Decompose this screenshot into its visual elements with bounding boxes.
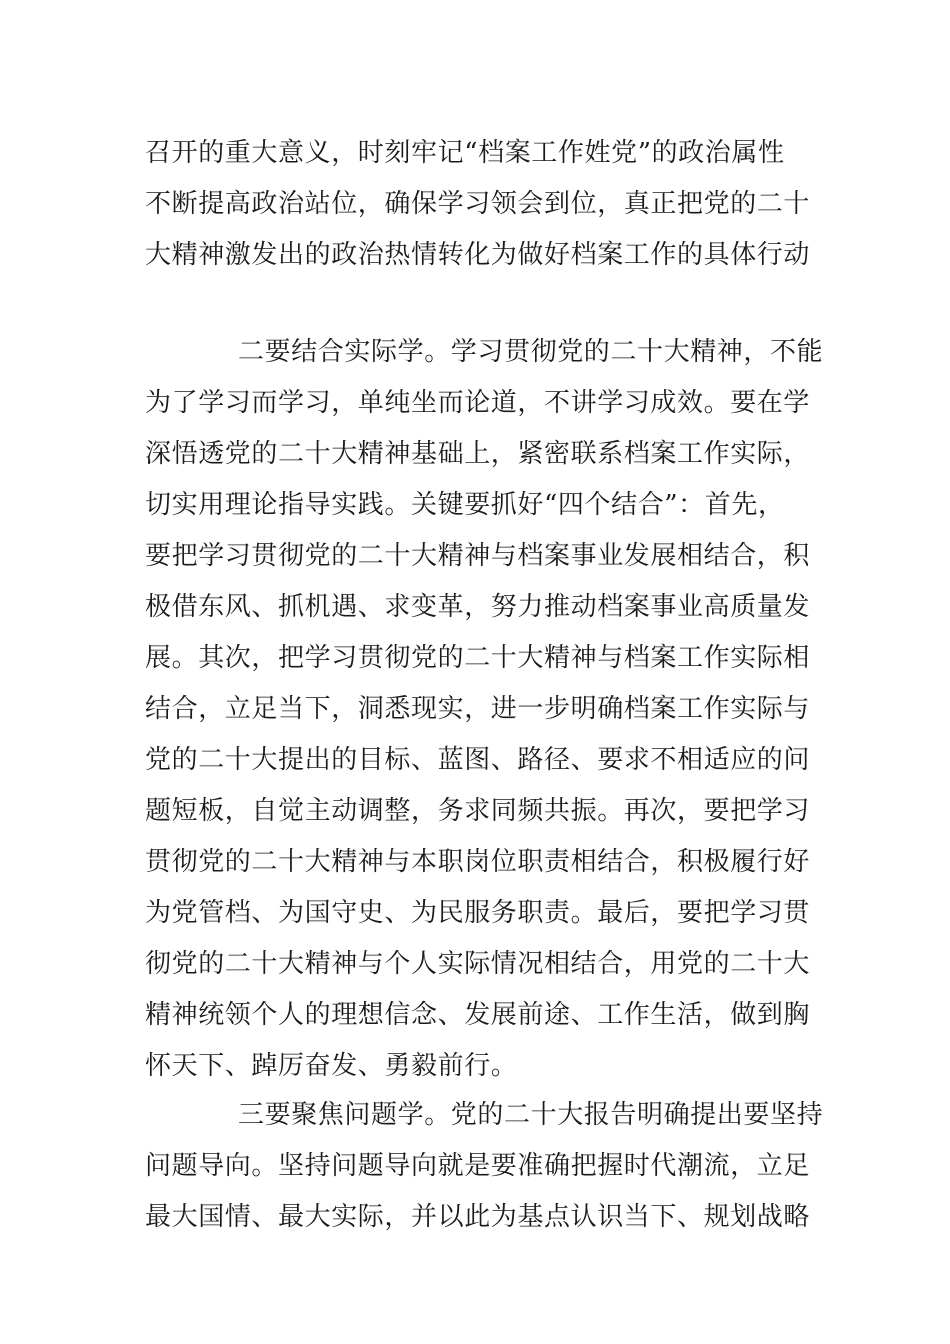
paragraph-start: 三要聚焦问题学。党的二十大报告明确提出要坚持: [238, 1100, 824, 1130]
text-line: 彻党的二十大精神与个人实际情况相结合，用党的二十大: [145, 949, 811, 979]
text-line: 召开的重大意义，时刻牢记“档案工作姓党”的政治属性: [145, 138, 785, 168]
text-line: 精神统领个人的理想信念、发展前途、工作生活，做到胸: [145, 1000, 811, 1030]
text-line: 最大国情、最大实际，并以此为基点认识当下、规划战略: [145, 1202, 811, 1232]
text-line: 怀天下、踔厉奋发、勇毅前行。: [145, 1051, 518, 1081]
text-line: 党的二十大提出的目标、蓝图、路径、要求不相适应的问: [145, 745, 811, 775]
text-line: 展。其次，把学习贯彻党的二十大精神与档案工作实际相: [145, 643, 811, 673]
text-line: 极借东风、抓机遇、求变革，努力推动档案事业高质量发: [145, 592, 811, 622]
text-line: 切实用理论指导实践。关键要抓好“四个结合”：首先，: [145, 490, 785, 520]
text-line: 要把学习贯彻党的二十大精神与档案事业发展相结合，积: [145, 541, 811, 571]
text-line: 为了学习而学习，单纯坐而论道，不讲学习成效。要在学: [145, 388, 811, 418]
text-line: 大精神激发出的政治热情转化为做好档案工作的具体行动: [145, 240, 811, 270]
text-line: 问题导向。坚持问题导向就是要准确把握时代潮流，立足: [145, 1151, 811, 1181]
text-line: 为党管档、为国守史、为民服务职责。最后，要把学习贯: [145, 898, 811, 928]
text-line: 深悟透党的二十大精神基础上，紧密联系档案工作实际，: [145, 439, 811, 469]
text-line: 不断提高政治站位，确保学习领会到位，真正把党的二十: [145, 189, 811, 219]
text-line: 结合，立足当下，洞悉现实，进一步明确档案工作实际与: [145, 694, 811, 724]
text-line: 贯彻党的二十大精神与本职岗位职责相结合，积极履行好: [145, 847, 811, 877]
text-line: 题短板，自觉主动调整，务求同频共振。再次，要把学习: [145, 796, 811, 826]
paragraph-start: 二要结合实际学。学习贯彻党的二十大精神，不能: [238, 337, 824, 367]
